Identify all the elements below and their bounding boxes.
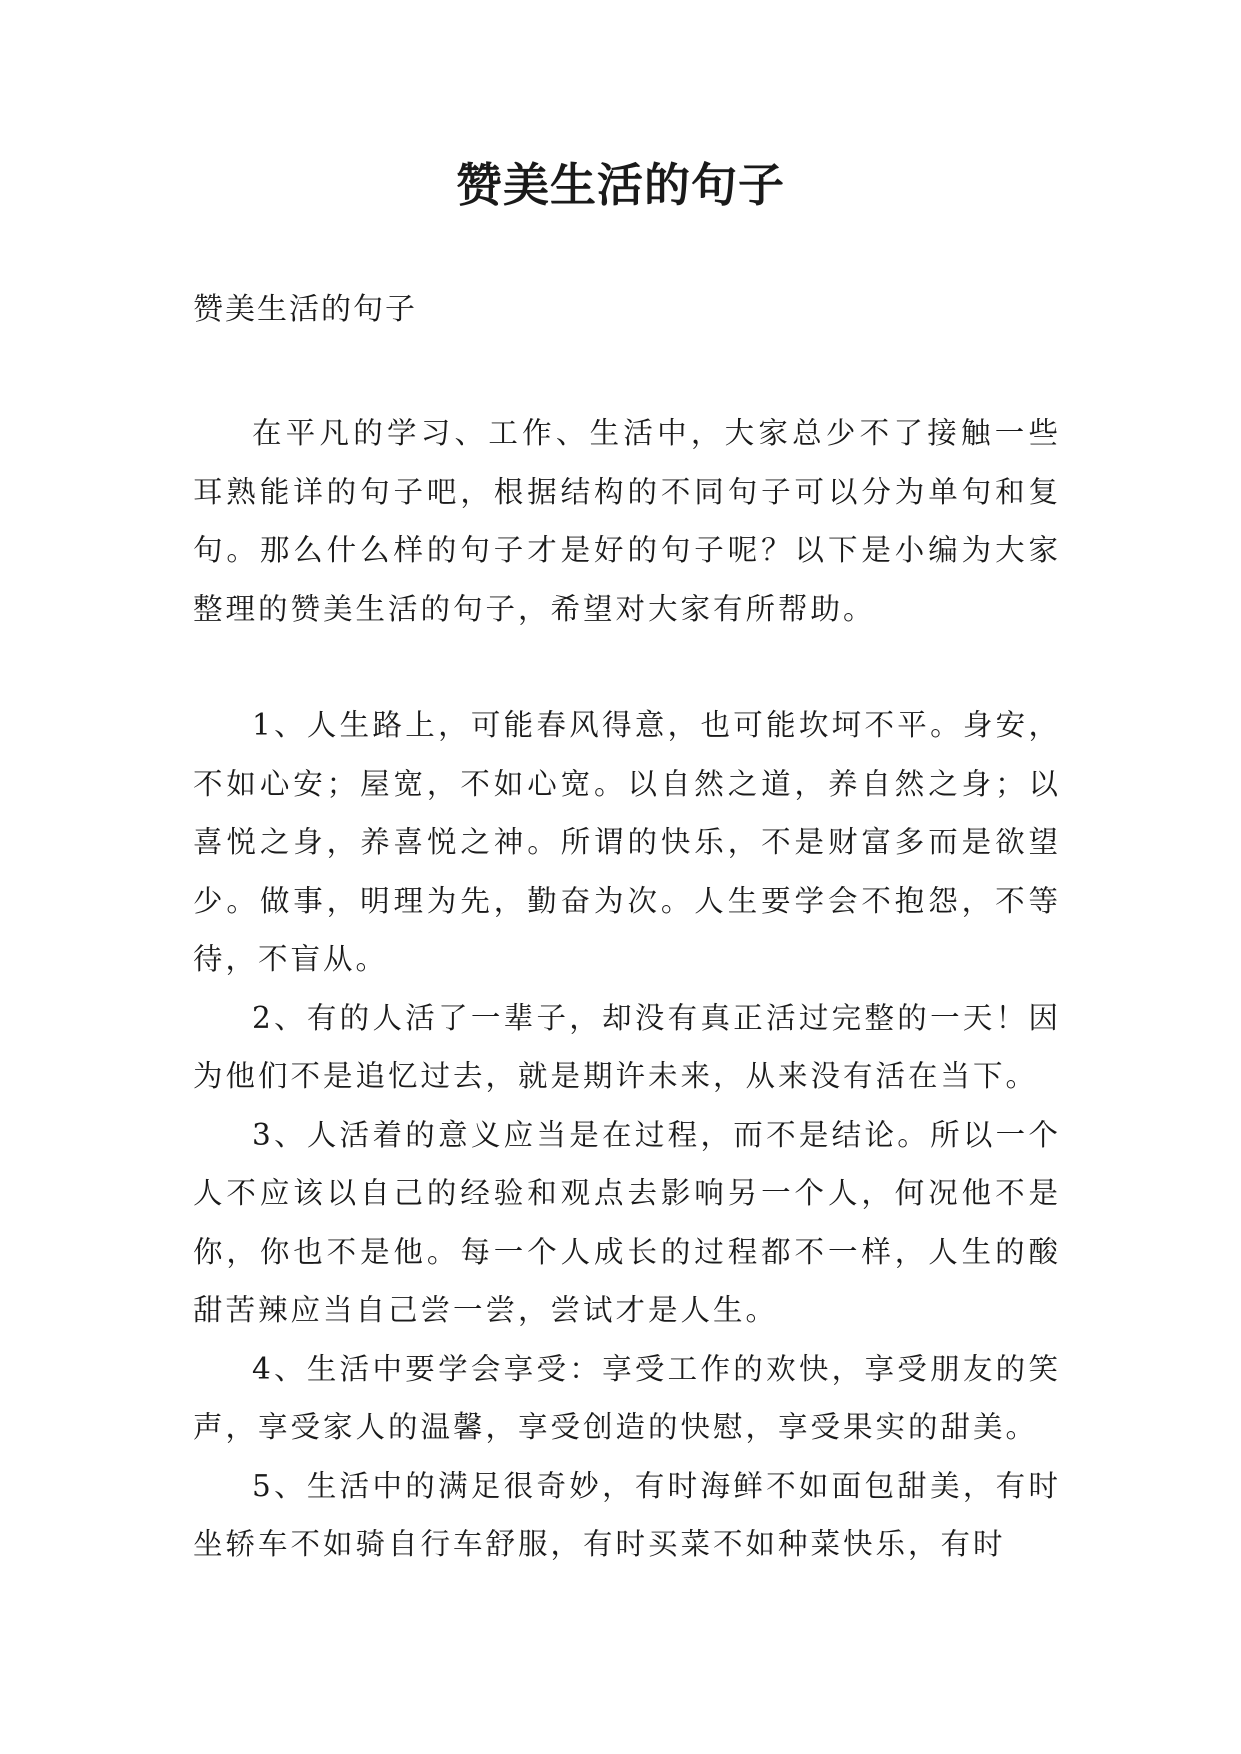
list-item: 1、人生路上，可能春风得意，也可能坎坷不平。身安，不如心安；屋宽，不如心宽。以自然之道，养自然之身；以喜悦之身，养喜悦之神。所谓的快乐，不是财富多而是欲望少。做事，明理为先，勤奋为次。人生要学会不抱怨，不等待，不盲从。 bbox=[193, 708, 1061, 976]
list-item: 4、生活中要学会享受：享受工作的欢快，享受朋友的笑声，享受家人的温馨，享受创造的快慰，享受果实的甜美。 bbox=[193, 1351, 1061, 1444]
list-item: 2、有的人活了一辈子，却没有真正活过完整的一天！因为他们不是追忆过去，就是期许未来，从来没有活在当下。 bbox=[193, 1000, 1061, 1093]
intro-paragraph: 在平凡的学习、工作、生活中，大家总少不了接触一些耳熟能详的句子吧，根据结构的不同句子可以分为单句和复句。那么什么样的句子才是好的句子呢？以下是小编为大家整理的赞美生活的句子，希望对大家有所帮助。 bbox=[193, 416, 1061, 626]
list-item: 5、生活中的满足很奇妙，有时海鲜不如面包甜美，有时坐轿车不如骑自行车舒服，有时买菜不如种菜快乐，有时 bbox=[193, 1468, 1061, 1561]
paragraph-spacer bbox=[193, 638, 1061, 696]
document-subtitle: 赞美生活的句子 bbox=[193, 292, 417, 327]
list-item: 3、人活着的意义应当是在过程，而不是结论。所以一个人不应该以自己的经验和观点去影响另一个人，何况他不是你，你也不是他。每一个人成长的过程都不一样，人生的酸甜苦辣应当自己尝一尝，尝试才是人生。 bbox=[193, 1117, 1061, 1327]
document-body bbox=[193, 404, 1061, 1574]
document-title: 赞美生活的句子 bbox=[456, 158, 785, 212]
